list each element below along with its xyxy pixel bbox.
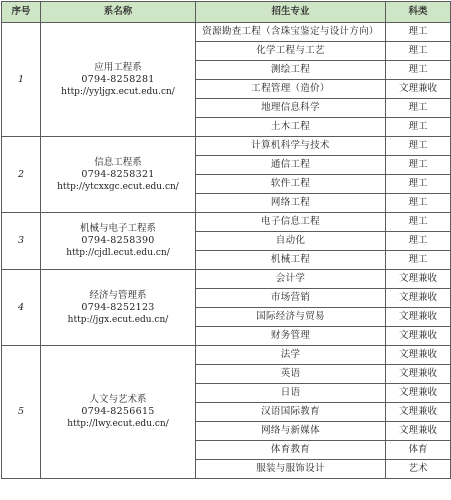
major-name: 国际经济与贸易 <box>196 308 386 327</box>
major-category: 文理兼收 <box>386 384 451 403</box>
major-name: 会计学 <box>196 270 386 289</box>
major-name: 服装与服饰设计 <box>196 460 386 479</box>
major-category: 理工 <box>386 156 451 175</box>
department-cell <box>41 270 196 346</box>
department-url: http://ytcxxgc.ecut.edu.cn/ <box>57 181 179 192</box>
department-name: 信息工程系 <box>94 156 142 168</box>
major-name: 机械工程 <box>196 251 386 270</box>
department-phone: 0794-8258281 <box>81 73 155 85</box>
group-number: 5 <box>2 346 41 479</box>
major-name: 财务管理 <box>196 327 386 346</box>
major-name: 网络与新媒体 <box>196 422 386 441</box>
major-category: 文理兼收 <box>386 422 451 441</box>
major-category: 理工 <box>386 194 451 213</box>
major-name: 地理信息科学 <box>196 99 386 118</box>
major-name: 工程管理（造价） <box>196 80 386 99</box>
department-url: http://yyljgx.ecut.edu.cn/ <box>61 86 175 97</box>
group-number: 4 <box>2 270 41 346</box>
major-name: 网络工程 <box>196 194 386 213</box>
major-name: 市场营销 <box>196 289 386 308</box>
header-row <box>2 2 451 23</box>
major-category: 文理兼收 <box>386 403 451 422</box>
department-name: 经济与管理系 <box>89 289 147 301</box>
major-category: 文理兼收 <box>386 80 451 99</box>
table-row <box>2 137 451 156</box>
major-category: 理工 <box>386 213 451 232</box>
major-name: 通信工程 <box>196 156 386 175</box>
major-name: 化学工程与工艺 <box>196 42 386 61</box>
major-category: 理工 <box>386 42 451 61</box>
major-category: 文理兼收 <box>386 270 451 289</box>
major-category: 文理兼收 <box>386 327 451 346</box>
major-category: 理工 <box>386 61 451 80</box>
major-category: 理工 <box>386 232 451 251</box>
major-category: 文理兼收 <box>386 346 451 365</box>
department-cell <box>41 213 196 270</box>
department-name: 应用工程系 <box>94 61 142 73</box>
major-name: 软件工程 <box>196 175 386 194</box>
table-header <box>2 2 451 23</box>
table-body <box>2 23 451 479</box>
admissions-table <box>1 1 451 479</box>
major-category: 文理兼收 <box>386 365 451 384</box>
major-category: 理工 <box>386 175 451 194</box>
major-category: 文理兼收 <box>386 289 451 308</box>
table-row <box>2 270 451 289</box>
department-cell <box>41 23 196 137</box>
department-url: http://cjdl.ecut.edu.cn/ <box>66 248 170 258</box>
major-name: 体育教育 <box>196 441 386 460</box>
department-phone: 0794-8258321 <box>81 168 155 180</box>
major-name: 资源勘查工程（含珠宝鉴定与设计方向） <box>196 23 386 42</box>
major-category: 理工 <box>386 251 451 270</box>
admissions-table-container <box>1 1 450 479</box>
group-number: 2 <box>2 137 41 213</box>
group-number: 1 <box>2 23 41 137</box>
header-number: 序号 <box>2 2 41 23</box>
group-number: 3 <box>2 213 41 270</box>
table-row <box>2 346 451 365</box>
major-name: 法学 <box>196 346 386 365</box>
major-category: 艺术 <box>386 460 451 479</box>
table-row <box>2 213 451 232</box>
major-category: 理工 <box>386 23 451 42</box>
major-name: 自动化 <box>196 232 386 251</box>
major-name: 日语 <box>196 384 386 403</box>
major-category: 文理兼收 <box>386 308 451 327</box>
header-major: 招生专业 <box>196 2 386 23</box>
major-category: 理工 <box>386 118 451 137</box>
department-url: http://lwy.ecut.edu.cn/ <box>67 419 169 429</box>
department-phone: 0794-8252123 <box>81 301 155 313</box>
major-category: 体育 <box>386 441 451 460</box>
major-name: 测绘工程 <box>196 61 386 80</box>
major-name: 计算机科学与技术 <box>196 137 386 156</box>
major-category: 理工 <box>386 137 451 156</box>
major-name: 电子信息工程 <box>196 213 386 232</box>
major-category: 理工 <box>386 99 451 118</box>
header-category: 科类 <box>386 2 451 23</box>
department-cell <box>41 137 196 213</box>
major-name: 土木工程 <box>196 118 386 137</box>
department-name: 人文与艺术系 <box>89 394 147 405</box>
department-phone: 0794-8256615 <box>81 406 155 417</box>
table-row <box>2 23 451 42</box>
department-phone: 0794-8258390 <box>81 235 155 246</box>
header-department: 系名称 <box>41 2 196 23</box>
major-name: 英语 <box>196 365 386 384</box>
department-name: 机械与电子工程系 <box>79 223 156 234</box>
department-cell <box>41 346 196 479</box>
department-url: http://jgx.ecut.edu.cn/ <box>67 314 169 325</box>
major-name: 汉语国际教育 <box>196 403 386 422</box>
